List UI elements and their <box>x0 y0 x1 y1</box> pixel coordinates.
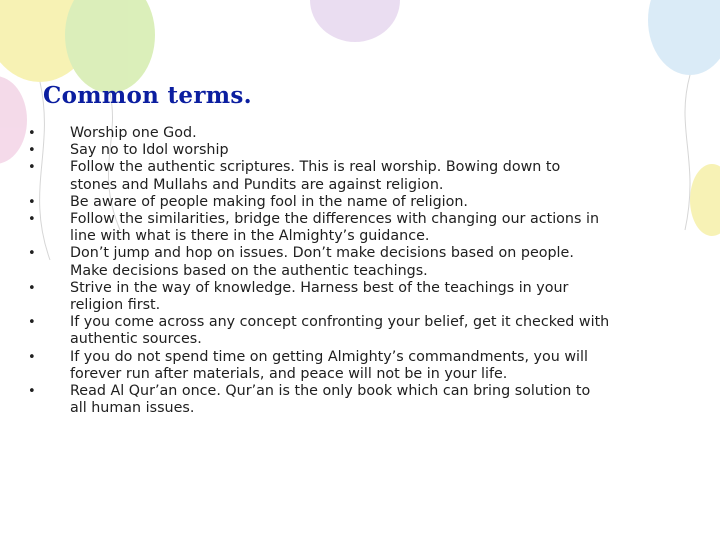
balloon-purple <box>310 0 400 42</box>
bullet-line: forever run after materials, and peace will not be in your life. <box>70 365 508 382</box>
bullet-line: Read Al Qur’an once. Qur’an is the only book which can bring solution to <box>70 383 591 400</box>
bullet-item <box>26 245 686 279</box>
bullet-line: stones and Mullahs and Pundits are against religion. <box>70 176 444 193</box>
balloon-yellow-right <box>690 164 720 236</box>
slide-title: Common terms. <box>43 82 252 109</box>
bullet-item <box>26 349 686 383</box>
bullet-line: Follow the similarities, bridge the differences with changing our actions in <box>70 211 600 228</box>
bullet-item <box>26 125 686 142</box>
bullet-item <box>26 211 686 245</box>
bullet-dot-icon: • <box>28 246 36 262</box>
bullet-line: If you do not spend time on getting Almighty’s commandments, you will <box>70 348 588 365</box>
bullet-line: Don’t jump and hop on issues. Don’t make decisions based on people. <box>70 245 574 262</box>
bullet-dot-icon: • <box>28 212 36 228</box>
bullet-dot-icon: • <box>28 349 36 365</box>
bullet-item <box>26 280 686 314</box>
bullet-line: line with what is there in the Almighty’s guidance. <box>70 228 430 245</box>
bullet-line: authentic sources. <box>70 331 202 348</box>
bullet-item <box>26 159 686 193</box>
bullet-dot-icon: • <box>28 384 36 400</box>
bullet-dot-icon: • <box>28 315 36 331</box>
bullet-dot-icon: • <box>28 194 36 210</box>
balloon-blue <box>648 0 720 75</box>
bullet-dot-icon: • <box>28 280 36 296</box>
bullet-line: Strive in the way of knowledge. Harness best of the teachings in your <box>70 279 569 296</box>
bullet-item <box>26 383 686 417</box>
bullet-line: Worship one God. <box>70 125 197 141</box>
bullet-line: religion first. <box>70 297 161 314</box>
bullet-dot-icon: • <box>28 143 36 159</box>
bullet-line: Follow the authentic scriptures. This is real worship. Bowing down to <box>70 159 561 176</box>
bullet-item <box>26 142 686 159</box>
balloon-green <box>65 0 155 93</box>
bullet-line: If you come across any concept confronting your belief, get it checked with <box>70 314 610 331</box>
bullet-line: Say no to Idol worship <box>70 142 229 159</box>
bullet-item <box>26 314 686 348</box>
bullet-list <box>26 125 686 417</box>
bullet-dot-icon: • <box>28 126 36 141</box>
bullet-item <box>26 194 686 211</box>
bullet-line: Be aware of people making fool in the name of religion. <box>70 193 468 210</box>
bullet-line: Make decisions based on the authentic teachings. <box>70 262 428 279</box>
balloon-pink <box>0 76 27 164</box>
bullet-dot-icon: • <box>28 160 36 176</box>
bullet-line: all human issues. <box>70 400 195 417</box>
